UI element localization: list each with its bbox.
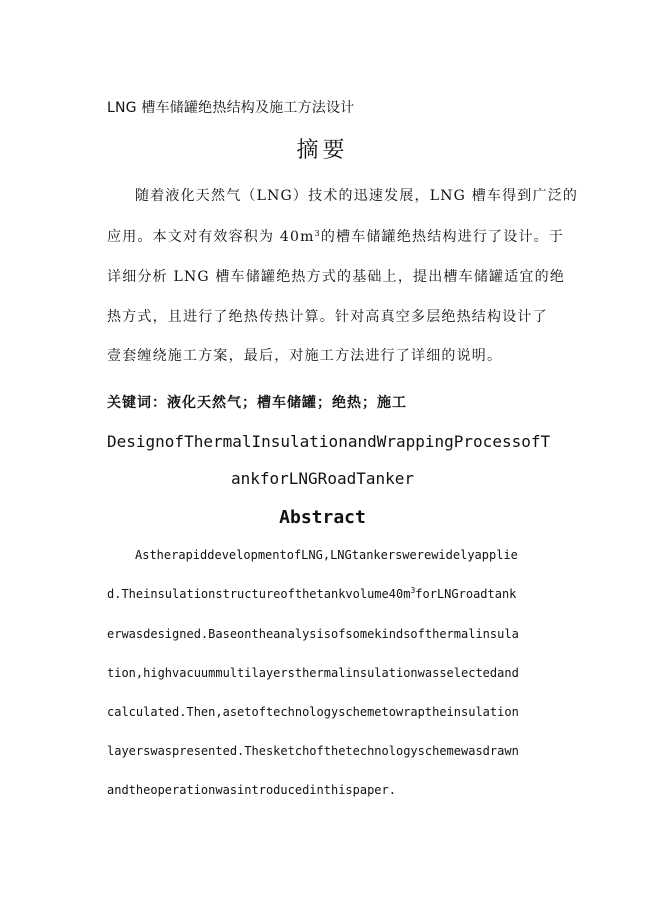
cn-abstract-line-2 <box>107 226 564 246</box>
en-abstract-line-4: tion,highvacuummultilayersthermalinsulationwasselectedand <box>107 666 519 680</box>
cn-abstract-heading: 摘要 <box>296 138 349 163</box>
en-abstract-heading: Abstract <box>279 507 366 528</box>
cn-abstract-line-3: 详细分析 LNG 槽车储罐绝热方式的基础上，提出槽车储罐适宜的绝 <box>107 269 566 285</box>
en-abstract-line-1: AstherapiddevelopmentofLNG,LNGtankerswerewidelyapplie <box>135 548 518 562</box>
keywords-line: 关键词：液化天然气；槽车储罐；绝热；施工 <box>107 395 407 411</box>
superscript-3-en: 3 <box>410 586 416 595</box>
en-abstract-line-6: layerswaspresented.Thesketchofthetechnologyschemewasdrawn <box>107 744 519 758</box>
en-title-line-1: DesignofThermalInsulationandWrappingProcessofT <box>107 432 551 451</box>
en-title-line-2: ankforLNGRoadTanker <box>230 469 415 488</box>
superscript-3: 3 <box>314 229 321 238</box>
en-abstract-line-2-part-a: d.Theinsulationstructureofthetankvolume40m <box>107 587 411 601</box>
cn-abstract-line-5: 壹套缠绕施工方案，最后，对施工方法进行了详细的说明。 <box>107 348 503 364</box>
en-abstract-line-3: erwasdesigned.Baseontheanalysisofsomekindsofthermalinsula <box>107 627 519 641</box>
cn-abstract-line-2-part-a: 应用。本文对有效容积为 40m <box>107 229 315 245</box>
en-abstract-line-2 <box>107 587 516 601</box>
en-abstract-line-2-part-b: forLNGroadtank <box>415 587 517 601</box>
cn-abstract-line-2-part-b: 的槽车储罐绝热结构进行了设计。于 <box>320 229 565 245</box>
cn-abstract-line-1: 随着液化天然气（LNG）技术的迅速发展，LNG 槽车得到广泛的 <box>135 188 579 204</box>
en-abstract-line-5: calculated.Then,asetoftechnologyschemetowraptheinsulation <box>107 705 519 719</box>
en-abstract-line-7: andtheoperationwasintroducedinthispaper. <box>107 783 396 797</box>
document-title: LNG 槽车储罐绝热结构及施工方法设计 <box>107 100 355 116</box>
cn-abstract-line-4: 热方式，且进行了绝热传热计算。针对高真空多层绝热结构设计了 <box>107 309 548 325</box>
